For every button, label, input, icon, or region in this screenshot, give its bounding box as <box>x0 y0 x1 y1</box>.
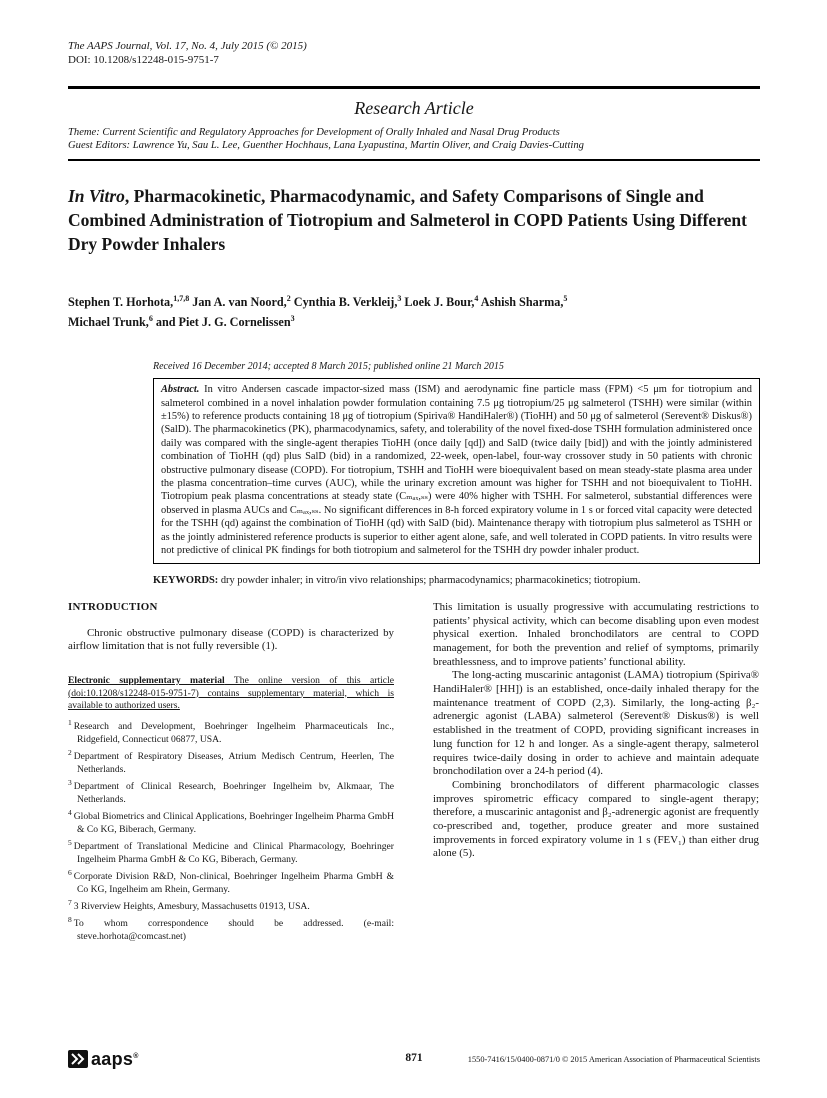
author-name: and Piet J. G. Cornelissen <box>152 314 291 329</box>
introduction-paragraph: Chronic obstructive pulmonary disease (COPD) is characterized by airflow limitation that is not fully reversible (1). <box>68 626 394 653</box>
footnote-number: 4 <box>68 807 72 817</box>
footnote-text: Department of Respiratory Diseases, Atrium Medisch Centrum, Heerlen, The Netherlands. <box>73 750 394 775</box>
footnote-number: 3 <box>68 777 72 787</box>
page-number: 871 <box>405 1052 423 1064</box>
correspondence-email-text[interactable]: To whom correspondence should be addressed. (e-mail: steve.horhota@comcast.net) <box>73 917 394 942</box>
author-affiliation-sup: 3 <box>397 294 402 303</box>
guest-editors-line: Guest Editors: Lawrence Yu, Sau L. Lee, Guenther Hochhaus, Lana Lyapustina, Martin Oliver, and Craig Davies-Cutting <box>68 140 584 151</box>
aaps-logo-icon <box>68 1050 88 1068</box>
body-paragraph: The long-acting muscarinic antagonist (LAMA) tiotropium (Spiriva® HandiHaler® [HH]) is an established, once-daily inhaled therapy for the maintenance treatment of COPD (2,3). Similarly, the long-acting β₂-adrenergic agonist (LABA) salmeterol (Serevent® Diskus®) is well established in the treatment of COPD, providing significant increases in lung function for 12 h and longer. As a single-agent therapy, salmeterol requires twice-daily dosing in order to achieve and maintain adequate bronchodilation over a 24-h period (4). <box>433 669 759 778</box>
footnote <box>68 777 394 807</box>
footnote-text: Research and Development, Boehringer Ingelheim Pharmaceuticals Inc., Ridgefield, Connecticut 06877, USA. <box>73 720 394 745</box>
keywords-block <box>153 574 760 587</box>
aaps-logo-word: aaps <box>91 1049 134 1069</box>
author-name: Stephen T. Horhota, <box>68 295 174 310</box>
footnote <box>68 837 394 867</box>
footnote-text: Department of Translational Medicine and Clinical Pharmacology, Boehringer Ingelheim Pharma GmbH & Co KG, Biberach, Germany. <box>73 840 394 865</box>
footnote-number: 5 <box>68 837 72 847</box>
author-affiliation-sup: 4 <box>474 294 479 303</box>
supplementary-material-note <box>68 675 394 713</box>
author-name: Loek J. Bour, <box>401 295 475 310</box>
aaps-logo <box>68 1048 139 1068</box>
footnote-number: 2 <box>68 747 72 757</box>
doi-line[interactable]: DOI: 10.1208/s12248-015-9751-7 <box>68 53 219 66</box>
two-column-body <box>68 601 760 944</box>
author-affiliation-sup: 6 <box>148 313 153 323</box>
author-affiliation-sup: 5 <box>563 294 568 303</box>
footnote-text: 3 Riverview Heights, Amesbury, Massachusetts 01913, USA. <box>73 900 310 912</box>
footnote-text: Corporate Division R&D, Non-clinical, Boehringer Ingelheim Pharma GmbH & Co KG, Ingelheim am Rhein, Germany. <box>73 870 394 895</box>
footnote-correspondence <box>68 914 394 944</box>
footnote-number: 8 <box>68 914 72 924</box>
footnote-number: 6 <box>68 867 72 877</box>
aaps-logo-text <box>91 1048 139 1068</box>
page-footer <box>68 1048 760 1072</box>
right-column <box>433 601 759 944</box>
footnote <box>68 807 394 837</box>
received-dates-line: Received 16 December 2014; accepted 8 March 2015; published online 21 March 2015 <box>153 361 504 373</box>
abstract-label: Abstract. <box>161 384 200 396</box>
supplementary-material-label: Electronic supplementary material <box>68 674 225 686</box>
footnote-text: Department of Clinical Research, Boehringer Ingelheim bv, Alkmaar, The Netherlands. <box>73 780 394 805</box>
footnote-number: 7 <box>68 897 72 907</box>
footnote <box>68 867 394 897</box>
footnote <box>68 717 394 747</box>
article-title-rest: , Pharmacokinetic, Pharmacodynamic, and Safety Comparisons of Single and Combined Administration of Tiotropium and Salmeterol in COPD Patients Using Different Dry Powder Inhalers <box>68 186 747 254</box>
author-name: Jan A. van Noord, <box>189 295 287 310</box>
footnote-text: Global Biometrics and Clinical Applications, Boehringer Ingelheim Pharma GmbH & Co KG, Biberach, Germany. <box>73 810 394 835</box>
author-name: Ashish Sharma, <box>478 295 564 310</box>
article-title <box>68 184 760 256</box>
journal-citation-line: The AAPS Journal, Vol. 17, No. 4, July 2015 (© 2015) <box>68 40 307 52</box>
author-name: Michael Trunk, <box>68 314 149 329</box>
body-paragraph: Combining bronchodilators of different pharmacologic classes improves spirometric efficacy compared to single-agent therapy; therefore, a muscarinic antagonist and β₂-adrenergic agonist are frequently co-prescribed and, together, produce greater and more sustained improvements in forced expiratory volume in 1 s (FEV₁) than either drug alone (5). <box>433 778 759 860</box>
theme-line: Theme: Current Scientific and Regulatory Approaches for Development of Orally Inhaled and Nasal Drug Products <box>68 126 560 138</box>
author-affiliation-sup: 3 <box>290 313 295 323</box>
keywords-text: dry powder inhaler; in vitro/in vivo relationships; pharmacodynamics; pharmacokinetics; tiotropium. <box>218 575 641 587</box>
abstract-box <box>153 378 760 564</box>
abstract-text: In vitro Andersen cascade impactor-sized mass (ISM) and aerodynamic fine particle mass (FPM) <5 μm for tiotropium and salmeterol combined in a novel inhalation powder formulation containing 7.5 μg tiotropium/25 μg salmeterol (TSHH) were similar (within ±15%) to reference products containing 18 μg of tiotropium (Spiriva® HandiHaler®) (TioHH) and 50 μg of salmeterol (Serevent® Diskus®) (SalD). The pharmacokinetics (PK), pharmacodynamics, safety, and tolerability of the novel fixed-dose TSHH formulation administered once daily was compared with the single-agent therapies TioHH (once daily [qd]) and SalD (twice daily [bid]) and with the jointly administered combination of TioHH (qd) plus SalD (bid) in a randomized, 22-week, open-label, four-way crossover study in 50 patients with chronic obstructive pulmonary disease (COPD). For tiotropium, TSHH and TioHH were bioequivalent based on mean steady-state plasma area under the plasma concentration–time curves (AUC), while the urinary excretion amount was higher for TSHH and not bioequivalent to TioHH. Tiotropium peak plasma concentrations at steady state (Cₘₐₓ,ₛₛ) were 40% higher with TSHH. For salmeterol, substantial differences were observed in plasma AUCs and Cₘₐₓ,ₛₛ. No significant differences in 8-h forced expiratory volume in 1 s or forced vital capacity were detected for the TSHH (qd) against the combination of TioHH (qd) with SalD (bid). Maintenance therapy with tiotropium plus salmeterol as TSHH or as the jointly administered reference products is superior to either agent alone, safe, and well tolerated in COPD patients. In vitro results were not predictive of clinical PK findings for both tiotropium and salmeterol for the TSHH dry powder inhaler product. <box>161 384 752 556</box>
body-paragraph: This limitation is usually progressive with accumulating restrictions to patients’ physical activity, which can become disabling upon even modest physical exertion. Inhaled bronchodilators are central to COPD management, for both the prevention and relief of symptoms, primarily breathlessness, and to improve patients’ functional ability. <box>433 600 759 668</box>
supplementary-material-link-text[interactable]: The online version of this article (doi:10.1208/s12248-015-9751-7) contains supplementary material, which is available to authorized users. <box>68 674 394 712</box>
header-divider <box>68 86 760 89</box>
left-column <box>68 601 394 944</box>
footnote-number: 1 <box>68 717 72 727</box>
article-title-italic-lead: In Vitro <box>68 186 125 206</box>
introduction-heading: INTRODUCTION <box>68 600 158 613</box>
journal-header <box>68 40 760 67</box>
affiliation-footnotes <box>68 717 394 944</box>
author-affiliation-sup: 2 <box>286 294 291 303</box>
registered-mark: ® <box>133 1053 139 1060</box>
keywords-label: KEYWORDS: <box>153 575 219 587</box>
authors-line <box>68 291 760 330</box>
copyright-line: 1550-7416/15/0400-0871/0 © 2015 American Association of Pharmaceutical Scientists <box>467 1055 760 1064</box>
author-name: Cynthia B. Verkleij, <box>290 295 398 310</box>
article-type: Research Article <box>354 97 474 118</box>
theme-divider <box>68 159 760 162</box>
author-affiliation-sup: 1,7,8 <box>173 294 190 303</box>
footnote <box>68 897 394 914</box>
footnote <box>68 747 394 777</box>
